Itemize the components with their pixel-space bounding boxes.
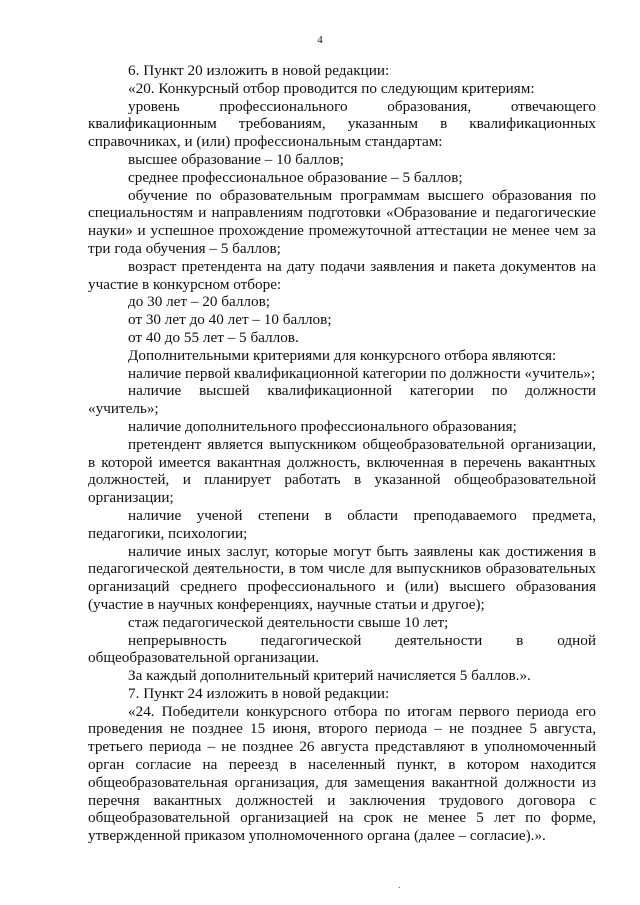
paragraph: наличие первой квалификационной категории по должности «учитель»; xyxy=(128,364,596,382)
paragraph: от 40 до 55 лет – 5 баллов. xyxy=(128,328,299,346)
paragraph: наличие дополнительного профессионального образования; xyxy=(128,417,517,435)
paragraph: высшее образование – 10 баллов; xyxy=(128,150,344,168)
paragraph: претендент является выпускником общеобразовательной организации, в которой имеется вакантная должность, включенная в перечень вакантных должностей, и планирует работать в указанной общеобразовательной организации; xyxy=(88,435,596,507)
paragraph: непрерывность педагогической деятельности в одной общеобразовательной организации. xyxy=(88,631,596,667)
paragraph: до 30 лет – 20 баллов; xyxy=(128,293,270,311)
paragraph: «20. Конкурсный отбор проводится по следующим критериям: xyxy=(128,79,535,97)
paragraph: За каждый дополнительный критерий начисляется 5 баллов.». xyxy=(128,667,531,685)
paragraph: 6. Пункт 20 изложить в новой редакции: xyxy=(128,62,390,79)
paragraph: наличие ученой степени в области преподаваемого предмета, педагогики, психологии; xyxy=(88,506,596,542)
paragraph: наличие иных заслуг, которые могут быть заявлены как достижения в педагогической деятельности, в том числе для выпускников образовательных организаций среднего профессионального и (или) высшего образования (участие в научных конференциях, научные статьи и другое); xyxy=(88,542,596,613)
paragraph: среднее профессиональное образование – 5 баллов; xyxy=(128,168,463,186)
paragraph: уровень профессионального образования, отвечающего квалификационным требованиям, указанным в квалификационных справочниках, и (или) профессиональным стандартам: xyxy=(88,97,596,151)
paragraph: 7. Пункт 24 изложить в новой редакции: xyxy=(128,684,390,702)
paragraph: обучение по образовательным программам высшего образования по специальностям и направлениям подготовки «Образование и педагогические науки» и успешное прохождение промежуточной аттестации не менее чем за три года обучения – 5 баллов; xyxy=(88,186,596,257)
paragraph: Дополнительными критериями для конкурсного отбора являются: xyxy=(128,346,557,364)
page-number: 4 xyxy=(317,34,323,46)
paragraph: наличие высшей квалификационной категории по должности «учитель»; xyxy=(88,382,596,418)
paragraph: «24. Победители конкурсного отбора по итогам первого периода его проведения не позднее 15 июня, второго периода – не позднее 5 августа, третьего периода – не позднее 26 августа представляют в уполномоченный орган согласие на переезд в населенный пункт, в котором находится общеобразовательная организация, для замещения вакантной должности из перечня вакантных должностей и заключения трудового договора с общеобразовательной организацией на срок не менее 5 лет по форме, утвержденной приказом уполномоченного органа (далее – согласие).». xyxy=(88,702,596,845)
document-body xyxy=(88,62,596,845)
paragraph: возраст претендента на дату подачи заявления и пакета документов на участие в конкурсном отборе: xyxy=(88,257,596,293)
stray-dot: . xyxy=(398,880,401,891)
paragraph: от 30 лет до 40 лет – 10 баллов; xyxy=(128,311,332,329)
paragraph: стаж педагогической деятельности свыше 10 лет; xyxy=(128,613,449,631)
